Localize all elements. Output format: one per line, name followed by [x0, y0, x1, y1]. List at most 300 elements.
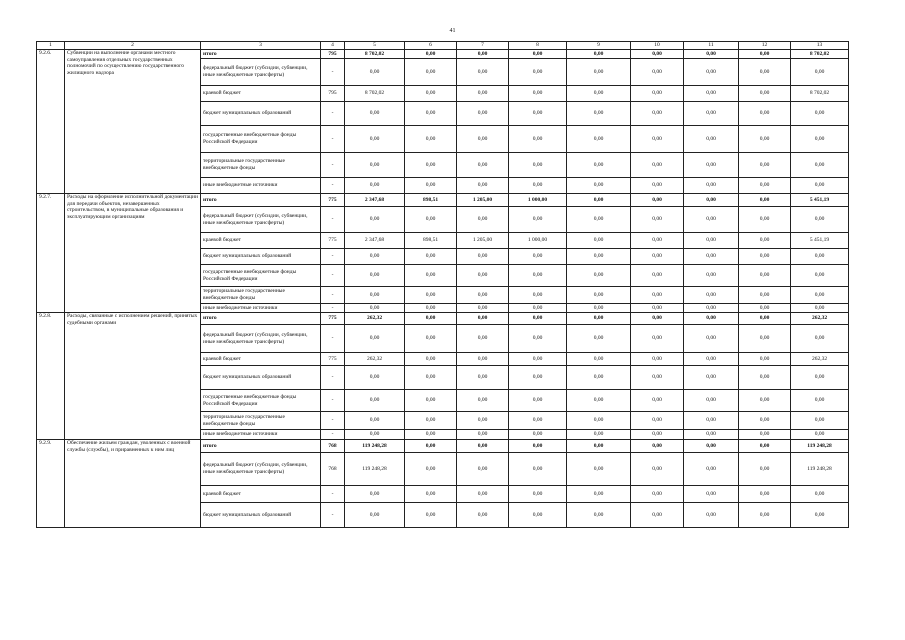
funding-source: федеральный бюджет (субсидии, субвенции, иные межбюджетные трансферты): [201, 453, 321, 486]
amount-cell: 0,00: [405, 304, 457, 313]
funding-source: бюджет муниципальных образований: [201, 102, 321, 126]
funding-source: краевой бюджет: [201, 353, 321, 366]
amount-cell: 0,00: [509, 178, 567, 194]
amount-cell: 0,00: [739, 390, 791, 412]
amount-cell: 0,00: [405, 287, 457, 304]
amount-cell: 0,00: [405, 486, 457, 503]
amount-cell: 0,00: [684, 207, 739, 233]
amount-cell: 0,00: [791, 486, 849, 503]
amount-cell: 0,00: [684, 325, 739, 353]
header-cell: 2: [65, 42, 201, 50]
amount-cell: 0,00: [739, 412, 791, 430]
amount-cell: 262,32: [345, 313, 405, 325]
amount-cell: 0,00: [567, 440, 631, 453]
amount-cell: 0,00: [509, 390, 567, 412]
funding-source: краевой бюджет: [201, 486, 321, 503]
amount-cell: 0,00: [509, 412, 567, 430]
admin-code: -: [321, 390, 345, 412]
amount-cell: 0,00: [791, 249, 849, 265]
amount-cell: 0,00: [739, 453, 791, 486]
amount-cell: 0,00: [631, 390, 684, 412]
amount-cell: 0,00: [739, 233, 791, 249]
amount-cell: 5 451,19: [791, 194, 849, 207]
amount-cell: 0,00: [567, 412, 631, 430]
funding-source: территориальные государственные внебюджетные фонды: [201, 412, 321, 430]
header-cell: 3: [201, 42, 321, 50]
funding-source: федеральный бюджет (субсидии, субвенции, иные межбюджетные трансферты): [201, 325, 321, 353]
amount-cell: 0,00: [509, 503, 567, 528]
amount-cell: 0,00: [567, 249, 631, 265]
amount-cell: 0,00: [457, 390, 509, 412]
amount-cell: 0,00: [684, 265, 739, 287]
amount-cell: 0,00: [631, 194, 684, 207]
admin-code: -: [321, 126, 345, 153]
amount-cell: 0,00: [631, 325, 684, 353]
amount-cell: 2 347,68: [345, 233, 405, 249]
amount-cell: 0,00: [457, 287, 509, 304]
amount-cell: 0,00: [457, 59, 509, 86]
amount-cell: 0,00: [457, 207, 509, 233]
amount-cell: 0,00: [631, 304, 684, 313]
header-cell: 11: [684, 42, 739, 50]
amount-cell: 0,00: [631, 430, 684, 440]
amount-cell: 0,00: [739, 353, 791, 366]
amount-cell: 0,00: [405, 412, 457, 430]
amount-cell: 898,51: [405, 194, 457, 207]
amount-cell: 0,00: [631, 178, 684, 194]
amount-cell: 0,00: [405, 453, 457, 486]
amount-cell: 0,00: [631, 59, 684, 86]
amount-cell: 0,00: [739, 503, 791, 528]
amount-cell: 5 451,19: [791, 233, 849, 249]
amount-cell: 0,00: [631, 249, 684, 265]
amount-cell: 0,00: [567, 503, 631, 528]
amount-cell: 0,00: [631, 313, 684, 325]
header-cell: 12: [739, 42, 791, 50]
amount-cell: 0,00: [345, 412, 405, 430]
funding-source: бюджет муниципальных образований: [201, 366, 321, 390]
amount-cell: 0,00: [567, 153, 631, 178]
amount-cell: 0,00: [791, 178, 849, 194]
amount-cell: 0,00: [631, 353, 684, 366]
amount-cell: 0,00: [791, 126, 849, 153]
amount-cell: 0,00: [457, 313, 509, 325]
funding-source: итого: [201, 194, 321, 207]
amount-cell: 0,00: [684, 486, 739, 503]
amount-cell: 8 702,02: [345, 86, 405, 102]
table-body: [37, 42, 849, 528]
amount-cell: 0,00: [631, 412, 684, 430]
amount-cell: 0,00: [567, 453, 631, 486]
amount-cell: 0,00: [567, 353, 631, 366]
funding-source: иные внебюджетные источники: [201, 178, 321, 194]
admin-code: -: [321, 287, 345, 304]
amount-cell: 0,00: [457, 453, 509, 486]
admin-code: -: [321, 59, 345, 86]
header-cell: 4: [321, 42, 345, 50]
amount-cell: 0,00: [791, 325, 849, 353]
amount-cell: 119 248,28: [345, 440, 405, 453]
admin-code: 795: [321, 50, 345, 59]
amount-cell: 0,00: [509, 59, 567, 86]
amount-cell: 0,00: [739, 126, 791, 153]
amount-cell: 0,00: [684, 353, 739, 366]
amount-cell: 0,00: [684, 102, 739, 126]
admin-code: 775: [321, 194, 345, 207]
amount-cell: 0,00: [345, 207, 405, 233]
amount-cell: 8 702,02: [345, 50, 405, 59]
amount-cell: 0,00: [457, 486, 509, 503]
amount-cell: 0,00: [457, 249, 509, 265]
amount-cell: 0,00: [509, 153, 567, 178]
amount-cell: 0,00: [791, 366, 849, 390]
admin-code: 795: [321, 86, 345, 102]
amount-cell: 0,00: [567, 178, 631, 194]
amount-cell: 0,00: [739, 430, 791, 440]
amount-cell: 0,00: [791, 59, 849, 86]
amount-cell: 0,00: [567, 313, 631, 325]
amount-cell: 0,00: [509, 453, 567, 486]
amount-cell: 1 000,00: [509, 194, 567, 207]
header-cell: 13: [791, 42, 849, 50]
amount-cell: 0,00: [684, 503, 739, 528]
item-code: 9.2.6.: [37, 50, 65, 194]
amount-cell: 0,00: [567, 287, 631, 304]
amount-cell: 0,00: [567, 50, 631, 59]
funding-source: итого: [201, 313, 321, 325]
amount-cell: 0,00: [509, 126, 567, 153]
amount-cell: 0,00: [509, 287, 567, 304]
amount-cell: 0,00: [791, 430, 849, 440]
admin-code: -: [321, 265, 345, 287]
amount-cell: 0,00: [509, 207, 567, 233]
amount-cell: 0,00: [684, 178, 739, 194]
amount-cell: 0,00: [631, 265, 684, 287]
amount-cell: 0,00: [345, 249, 405, 265]
amount-cell: 0,00: [567, 366, 631, 390]
amount-cell: 0,00: [631, 486, 684, 503]
amount-cell: 0,00: [405, 102, 457, 126]
amount-cell: 0,00: [631, 453, 684, 486]
amount-cell: 0,00: [457, 304, 509, 313]
funding-source: иные внебюджетные источники: [201, 304, 321, 313]
table-row: [37, 50, 849, 59]
funding-source: государственные внебюджетные фонды Российской Федерации: [201, 390, 321, 412]
item-name: Расходы, связанные с исполнением решений, принятых судебными органами: [65, 313, 201, 440]
amount-cell: 0,00: [405, 265, 457, 287]
amount-cell: 0,00: [684, 233, 739, 249]
item-name: Обеспечение жильем граждан, уволенных с военной службы (службы), и приравненных к ним лиц: [65, 440, 201, 528]
amount-cell: 0,00: [567, 86, 631, 102]
amount-cell: 8 702,02: [791, 86, 849, 102]
amount-cell: 0,00: [509, 486, 567, 503]
amount-cell: 0,00: [791, 287, 849, 304]
amount-cell: 1 205,00: [457, 194, 509, 207]
amount-cell: 0,00: [739, 178, 791, 194]
amount-cell: 0,00: [791, 503, 849, 528]
amount-cell: 0,00: [684, 59, 739, 86]
amount-cell: 0,00: [509, 430, 567, 440]
amount-cell: 0,00: [509, 313, 567, 325]
page-number: 41: [449, 28, 456, 34]
amount-cell: 0,00: [567, 486, 631, 503]
amount-cell: 0,00: [739, 50, 791, 59]
amount-cell: 0,00: [345, 178, 405, 194]
amount-cell: 0,00: [405, 59, 457, 86]
amount-cell: 0,00: [684, 366, 739, 390]
amount-cell: 0,00: [684, 86, 739, 102]
amount-cell: 0,00: [405, 390, 457, 412]
amount-cell: 8 702,02: [791, 50, 849, 59]
admin-code: -: [321, 486, 345, 503]
amount-cell: 0,00: [457, 366, 509, 390]
amount-cell: 262,32: [791, 313, 849, 325]
amount-cell: 0,00: [791, 265, 849, 287]
budget-table: [36, 41, 849, 528]
amount-cell: 0,00: [405, 86, 457, 102]
admin-code: 768: [321, 440, 345, 453]
amount-cell: 0,00: [345, 126, 405, 153]
amount-cell: 0,00: [457, 325, 509, 353]
funding-source: бюджет муниципальных образований: [201, 249, 321, 265]
amount-cell: 0,00: [739, 207, 791, 233]
header-cell: 6: [405, 42, 457, 50]
amount-cell: 0,00: [345, 287, 405, 304]
amount-cell: 0,00: [739, 249, 791, 265]
amount-cell: 0,00: [684, 390, 739, 412]
admin-code: -: [321, 430, 345, 440]
amount-cell: 0,00: [631, 233, 684, 249]
admin-code: -: [321, 304, 345, 313]
funding-source: бюджет муниципальных образований: [201, 503, 321, 528]
amount-cell: 0,00: [405, 50, 457, 59]
item-name: Расходы на оформление исполнительной документации для передачи объектов, незавершенных строительством, в муниципальные образования и эксплуатирующим организациям: [65, 194, 201, 313]
amount-cell: 0,00: [567, 207, 631, 233]
header-cell: 10: [631, 42, 684, 50]
amount-cell: 0,00: [631, 366, 684, 390]
amount-cell: 0,00: [405, 153, 457, 178]
amount-cell: 0,00: [345, 102, 405, 126]
amount-cell: 0,00: [684, 440, 739, 453]
amount-cell: 0,00: [631, 287, 684, 304]
amount-cell: 0,00: [684, 313, 739, 325]
amount-cell: 0,00: [567, 126, 631, 153]
amount-cell: 0,00: [345, 325, 405, 353]
amount-cell: 0,00: [791, 102, 849, 126]
funding-source: территориальные государственные внебюджетные фонды: [201, 153, 321, 178]
header-cell: 7: [457, 42, 509, 50]
amount-cell: 0,00: [405, 178, 457, 194]
header-cell: 9: [567, 42, 631, 50]
item-name: Субвенции на выполнение органами местного самоуправления отдельных государственных полномочий по осуществлению государственного жилищного надзора: [65, 50, 201, 194]
amount-cell: 0,00: [631, 86, 684, 102]
amount-cell: 0,00: [567, 102, 631, 126]
admin-code: -: [321, 412, 345, 430]
admin-code: -: [321, 178, 345, 194]
amount-cell: 898,51: [405, 233, 457, 249]
admin-code: -: [321, 249, 345, 265]
amount-cell: 0,00: [567, 233, 631, 249]
admin-code: 768: [321, 453, 345, 486]
amount-cell: 0,00: [405, 325, 457, 353]
amount-cell: 0,00: [457, 503, 509, 528]
amount-cell: 0,00: [509, 440, 567, 453]
amount-cell: 0,00: [509, 325, 567, 353]
amount-cell: 0,00: [405, 503, 457, 528]
amount-cell: 0,00: [631, 126, 684, 153]
item-code: 9.2.8.: [37, 313, 65, 440]
amount-cell: 0,00: [684, 50, 739, 59]
admin-code: 775: [321, 233, 345, 249]
amount-cell: 0,00: [345, 265, 405, 287]
amount-cell: 0,00: [684, 304, 739, 313]
amount-cell: 0,00: [739, 153, 791, 178]
amount-cell: 0,00: [684, 249, 739, 265]
amount-cell: 0,00: [739, 440, 791, 453]
amount-cell: 0,00: [791, 304, 849, 313]
amount-cell: 0,00: [684, 453, 739, 486]
amount-cell: 0,00: [567, 304, 631, 313]
amount-cell: 0,00: [457, 50, 509, 59]
header-row: [37, 42, 849, 50]
amount-cell: 2 347,68: [345, 194, 405, 207]
admin-code: -: [321, 207, 345, 233]
amount-cell: 0,00: [684, 287, 739, 304]
table-row: [37, 440, 849, 453]
amount-cell: 0,00: [791, 390, 849, 412]
amount-cell: 0,00: [684, 153, 739, 178]
amount-cell: 119 248,28: [791, 440, 849, 453]
amount-cell: 119 248,28: [791, 453, 849, 486]
amount-cell: 0,00: [739, 194, 791, 207]
amount-cell: 0,00: [405, 440, 457, 453]
admin-code: -: [321, 153, 345, 178]
amount-cell: 0,00: [509, 50, 567, 59]
amount-cell: 0,00: [457, 412, 509, 430]
amount-cell: 0,00: [739, 265, 791, 287]
amount-cell: 0,00: [509, 86, 567, 102]
amount-cell: 262,32: [345, 353, 405, 366]
admin-code: 775: [321, 313, 345, 325]
funding-source: иные внебюджетные источники: [201, 430, 321, 440]
amount-cell: 0,00: [345, 430, 405, 440]
amount-cell: 0,00: [345, 486, 405, 503]
amount-cell: 0,00: [684, 126, 739, 153]
amount-cell: 0,00: [739, 366, 791, 390]
amount-cell: 0,00: [631, 102, 684, 126]
amount-cell: 0,00: [739, 486, 791, 503]
amount-cell: 0,00: [509, 249, 567, 265]
amount-cell: 0,00: [567, 59, 631, 86]
amount-cell: 0,00: [405, 249, 457, 265]
amount-cell: 0,00: [631, 50, 684, 59]
amount-cell: 0,00: [457, 153, 509, 178]
admin-code: -: [321, 325, 345, 353]
amount-cell: 0,00: [684, 194, 739, 207]
amount-cell: 0,00: [509, 304, 567, 313]
amount-cell: 0,00: [567, 265, 631, 287]
amount-cell: 1 000,00: [509, 233, 567, 249]
table-row: [37, 313, 849, 325]
header-cell: 1: [37, 42, 65, 50]
amount-cell: 0,00: [567, 430, 631, 440]
amount-cell: 0,00: [345, 304, 405, 313]
amount-cell: 0,00: [739, 304, 791, 313]
amount-cell: 0,00: [631, 503, 684, 528]
amount-cell: 0,00: [457, 126, 509, 153]
funding-source: итого: [201, 50, 321, 59]
admin-code: -: [321, 366, 345, 390]
amount-cell: 0,00: [684, 430, 739, 440]
amount-cell: 0,00: [739, 59, 791, 86]
amount-cell: 0,00: [739, 325, 791, 353]
amount-cell: 0,00: [405, 207, 457, 233]
amount-cell: 0,00: [631, 153, 684, 178]
header-cell: 5: [345, 42, 405, 50]
admin-code: -: [321, 102, 345, 126]
funding-source: краевой бюджет: [201, 233, 321, 249]
funding-source: федеральный бюджет (субсидии, субвенции, иные межбюджетные трансферты): [201, 59, 321, 86]
amount-cell: 0,00: [405, 366, 457, 390]
amount-cell: 0,00: [739, 287, 791, 304]
header-cell: 8: [509, 42, 567, 50]
amount-cell: 262,32: [791, 353, 849, 366]
funding-source: федеральный бюджет (субсидии, субвенции, иные межбюджетные трансферты): [201, 207, 321, 233]
amount-cell: 0,00: [345, 366, 405, 390]
admin-code: -: [321, 503, 345, 528]
item-code: 9.2.7.: [37, 194, 65, 313]
amount-cell: 0,00: [739, 102, 791, 126]
table-row: [37, 194, 849, 207]
amount-cell: 0,00: [739, 313, 791, 325]
funding-source: государственные внебюджетные фонды Российской Федерации: [201, 126, 321, 153]
funding-source: краевой бюджет: [201, 86, 321, 102]
amount-cell: 1 205,00: [457, 233, 509, 249]
amount-cell: 0,00: [509, 102, 567, 126]
admin-code: 775: [321, 353, 345, 366]
amount-cell: 0,00: [457, 102, 509, 126]
amount-cell: 0,00: [457, 265, 509, 287]
amount-cell: 0,00: [345, 153, 405, 178]
amount-cell: 0,00: [457, 353, 509, 366]
amount-cell: 0,00: [567, 325, 631, 353]
amount-cell: 0,00: [791, 153, 849, 178]
amount-cell: 0,00: [405, 126, 457, 153]
amount-cell: 119 248,28: [345, 453, 405, 486]
amount-cell: 0,00: [631, 440, 684, 453]
amount-cell: 0,00: [405, 313, 457, 325]
funding-source: итого: [201, 440, 321, 453]
amount-cell: 0,00: [631, 207, 684, 233]
amount-cell: 0,00: [567, 194, 631, 207]
funding-source: территориальные государственные внебюджетные фонды: [201, 287, 321, 304]
amount-cell: 0,00: [457, 86, 509, 102]
amount-cell: 0,00: [345, 390, 405, 412]
amount-cell: 0,00: [684, 412, 739, 430]
amount-cell: 0,00: [405, 430, 457, 440]
amount-cell: 0,00: [457, 440, 509, 453]
amount-cell: 0,00: [567, 390, 631, 412]
amount-cell: 0,00: [791, 207, 849, 233]
amount-cell: 0,00: [345, 59, 405, 86]
funding-source: государственные внебюджетные фонды Российской Федерации: [201, 265, 321, 287]
item-code: 9.2.9.: [37, 440, 65, 528]
amount-cell: 0,00: [345, 503, 405, 528]
amount-cell: 0,00: [457, 430, 509, 440]
amount-cell: 0,00: [405, 353, 457, 366]
amount-cell: 0,00: [509, 265, 567, 287]
amount-cell: 0,00: [509, 353, 567, 366]
